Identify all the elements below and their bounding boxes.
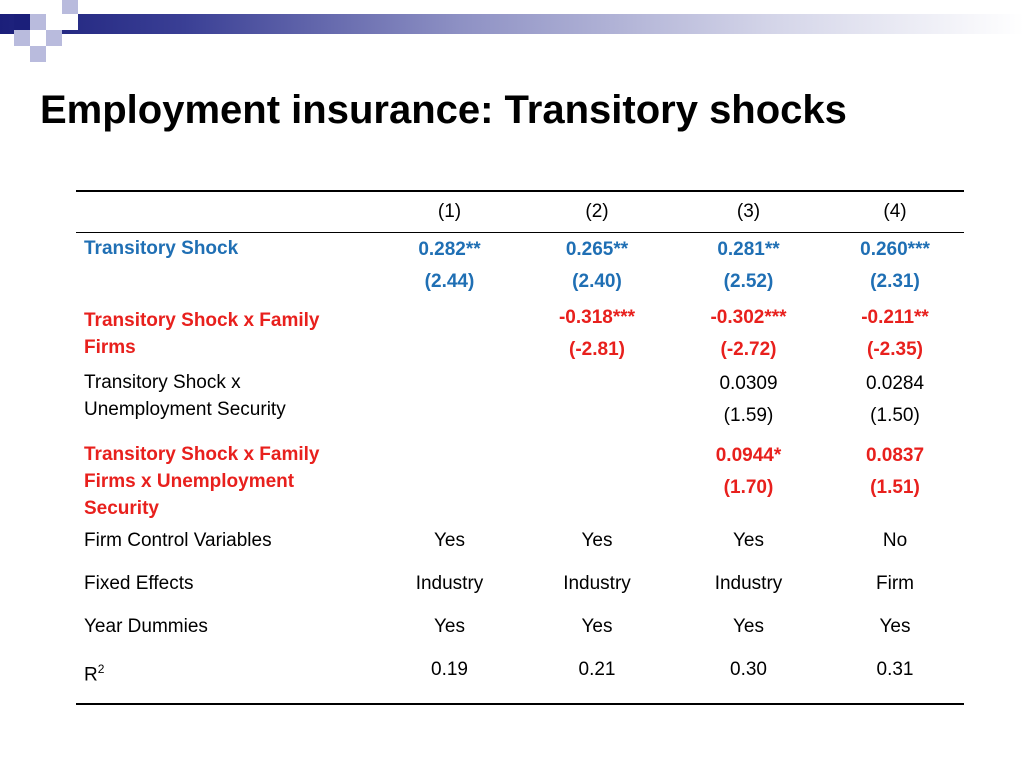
- table-cell: No: [882, 529, 908, 551]
- deco-square: [30, 14, 46, 30]
- header-cell: (3): [671, 191, 826, 233]
- deco-square: [46, 14, 62, 30]
- row-label: Year Dummies: [84, 615, 208, 637]
- coefficient: 0.282**: [418, 239, 481, 260]
- table-cell: [376, 369, 523, 441]
- t-statistic: (2.40): [572, 271, 622, 292]
- table-cell: [826, 233, 964, 303]
- row-label: Firm Control Variables: [84, 529, 272, 551]
- table-cell: [671, 233, 826, 303]
- table-cell: Industry: [415, 572, 484, 594]
- t-statistic: (2.44): [424, 271, 475, 292]
- t-statistic: (1.51): [870, 476, 920, 498]
- table-cell: 0.30: [671, 656, 826, 704]
- table-row: [76, 369, 964, 441]
- deco-square: [46, 30, 62, 46]
- t-statistic: (1.70): [723, 476, 774, 498]
- deco-square: [14, 14, 30, 30]
- row-label: Fixed Effects: [84, 572, 194, 594]
- table-row: [76, 441, 964, 527]
- slide-title: Employment insurance: Transitory shocks: [40, 88, 847, 132]
- coefficient: [384, 369, 515, 401]
- row-label: [76, 369, 376, 441]
- table-cell: [523, 441, 671, 527]
- t-statistic: (1.50): [870, 404, 920, 426]
- coefficient: -0.302***: [710, 306, 787, 328]
- row-label-text: Transitory Shock x Family Firms x Unemployment Security: [84, 443, 320, 519]
- header-cell: (2): [523, 191, 671, 233]
- table-cell: Yes: [581, 615, 613, 637]
- coefficient: -0.318***: [558, 306, 636, 328]
- table-cell: [826, 441, 964, 527]
- table-cell: 0.19: [376, 656, 523, 704]
- table-cell: [826, 369, 964, 441]
- table-row: [76, 233, 964, 303]
- regression-table: [76, 190, 964, 705]
- table-cell: 0.31: [826, 656, 964, 704]
- coefficient: 0.0944*: [715, 444, 782, 466]
- table-row: [76, 303, 964, 369]
- table-cell: Yes: [434, 615, 465, 637]
- table-cell: [376, 441, 523, 527]
- table-cell: Yes: [733, 615, 764, 637]
- coefficient: 0.0309: [719, 372, 778, 394]
- coefficient: -0.211**: [861, 306, 929, 328]
- table-cell: Yes: [879, 615, 911, 637]
- header-cell: (1): [376, 191, 523, 233]
- t-statistic: (-2.72): [720, 338, 777, 360]
- row-label: [76, 303, 376, 369]
- table-row: [76, 613, 964, 656]
- header-cell: (4): [826, 191, 964, 233]
- table-header-row: [76, 191, 964, 233]
- table-cell: Yes: [434, 529, 465, 551]
- row-label: [76, 441, 376, 527]
- table-cell: [376, 233, 523, 303]
- table-cell: [671, 441, 826, 527]
- t-statistic: (2.52): [723, 271, 774, 292]
- t-statistic: (1.59): [723, 404, 774, 426]
- table-cell: [523, 233, 671, 303]
- row-label: [76, 233, 376, 303]
- t-statistic: [531, 401, 663, 433]
- t-statistic: (2.31): [870, 271, 920, 292]
- table-cell: [523, 303, 671, 369]
- coefficient: 0.0284: [865, 372, 925, 394]
- r-squared-label: R: [84, 663, 98, 685]
- coefficient: [531, 369, 663, 401]
- table-cell: Yes: [733, 529, 764, 551]
- coefficient: [384, 303, 515, 335]
- t-statistic: [384, 401, 515, 433]
- table-cell: [523, 369, 671, 441]
- row-label: [76, 656, 376, 704]
- coefficient: 0.0837: [865, 444, 925, 466]
- table-row: [76, 570, 964, 613]
- deco-square: [30, 46, 46, 62]
- table-cell: 0.21: [523, 656, 671, 704]
- t-statistic: [531, 473, 663, 505]
- row-label-text: Transitory Shock x Family Firms: [84, 309, 320, 358]
- coefficient: [384, 441, 515, 473]
- t-statistic: [384, 335, 515, 367]
- header-cell: [76, 191, 376, 233]
- coefficient: 0.260***: [860, 239, 930, 260]
- t-statistic: (-2.81): [569, 338, 625, 360]
- table-cell: Industry: [714, 572, 783, 594]
- row-label-text: Transitory Shock x Unemployment Security: [84, 371, 286, 420]
- coefficient: 0.281**: [717, 239, 780, 260]
- table-row: [76, 527, 964, 570]
- table-cell: Yes: [581, 529, 613, 551]
- row-label-text: Transitory Shock: [84, 238, 239, 259]
- coefficient: [531, 441, 663, 473]
- table-cell: Firm: [876, 572, 914, 594]
- table-cell: Industry: [563, 572, 631, 594]
- table-cell: [826, 303, 964, 369]
- table-cell: [376, 303, 523, 369]
- table-row: [76, 656, 964, 704]
- table-cell: [671, 303, 826, 369]
- header-band: [0, 14, 1024, 34]
- deco-square: [62, 14, 78, 30]
- t-statistic: (-2.35): [867, 338, 923, 360]
- deco-square: [30, 30, 46, 46]
- deco-square: [14, 30, 30, 46]
- r-squared-superscript: 2: [97, 661, 105, 676]
- t-statistic: [384, 473, 515, 505]
- table-cell: [671, 369, 826, 441]
- coefficient: 0.265**: [565, 239, 629, 260]
